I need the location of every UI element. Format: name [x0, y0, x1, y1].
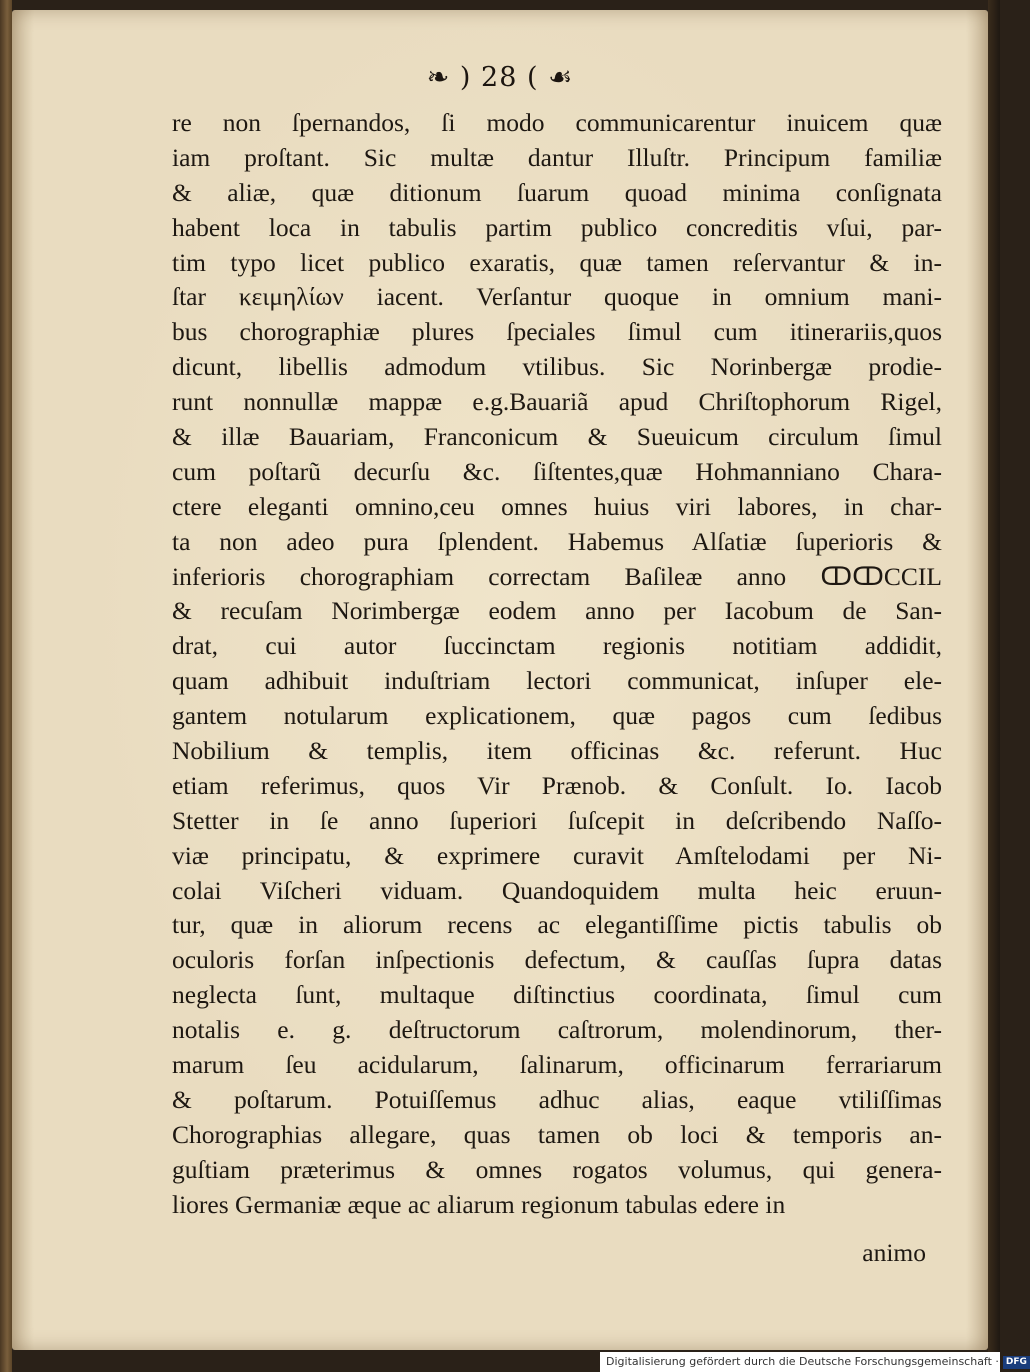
text-line: habent loca in tabulis partim publico concreditis vſui, par- — [172, 212, 942, 242]
text-line: & illæ Bauariam, Franconicum & Sueuicum circulum ſimul — [172, 422, 942, 452]
book-edge-right — [988, 0, 1000, 1372]
text-line: iam proſtant. Sic multæ dantur Illuſtr. Principum familiæ — [172, 142, 942, 172]
page-header: ❧ ) 28 ( ☙ — [426, 62, 574, 93]
text-line: dicunt, libellis admodum vtilibus. Sic Norinbergæ prodie- — [172, 352, 942, 382]
book-page — [12, 10, 988, 1350]
text-line: quam adhibuit induſtriam lectori communicat, inſuper ele- — [172, 666, 942, 696]
text-line: drat, cui autor ſuccinctam regionis notitiam addidit, — [172, 631, 942, 661]
dfg-logo-icon: DFG — [1003, 1356, 1030, 1369]
text-line: ta non adeo pura ſplendent. Habemus Alſatiæ ſuperioris & — [172, 526, 942, 556]
text-line: viæ principatu, & exprimere curavit Amſtelodami per Ni- — [172, 840, 942, 870]
catchword: animo — [862, 1238, 926, 1267]
digitization-footer — [600, 1352, 1027, 1372]
text-line: ctere eleganti omnino,ceu omnes huius viri labores, in char- — [172, 491, 942, 521]
body-text — [172, 106, 942, 1223]
text-line: & recuſam Norimbergæ eodem anno per Iacobum de San- — [172, 596, 942, 626]
text-line: & aliæ, quæ ditionum ſuarum quoad minima conſignata — [172, 177, 942, 207]
text-line: neglecta ſunt, multaque diſtinctius coordinata, ſimul cum — [172, 980, 942, 1010]
text-line: tur, quæ in aliorum recens ac elegantiſſime pictis tabulis ob — [172, 910, 942, 940]
text-line: notalis e. g. deſtructorum caſtrorum, molendinorum, ther- — [172, 1015, 942, 1045]
text-line: bus chorographiæ plures ſpeciales ſimul cum itinerariis,quos — [172, 317, 942, 347]
text-line: re non ſpernandos, ſi modo communicarentur inuicem quæ — [172, 108, 942, 137]
text-line: liores Germaniæ æque ac aliarum regionum tabulas edere in — [172, 1189, 786, 1219]
text-line: colai Viſcheri viduam. Quandoquidem multa heic eruun- — [172, 875, 942, 905]
text-line: & poſtarum. Potuiſſemus adhuc alias, eaque vtiliſſimas — [172, 1084, 942, 1114]
text-line: tim typo licet publico exaratis, quæ tamen reſervantur & in- — [172, 247, 942, 277]
book-edge-left — [0, 0, 12, 1372]
text-line: Nobilium & templis, item officinas &c. referunt. Huc — [172, 736, 942, 766]
text-line: etiam referimus, quos Vir Prænob. & Conſult. Io. Iacob — [172, 770, 942, 800]
text-line: guſtiam præterimus & omnes rogatos volumus, qui genera- — [172, 1154, 942, 1184]
text-line: gantem notularum explicationem, quæ pagos cum ſedibus — [172, 701, 942, 731]
text-line: runt nonnullæ mappæ e.g.Bauariã apud Chriſtophorum Rigel, — [172, 387, 942, 417]
text-line: Stetter in ſe anno ſuperiori ſuſcepit in deſcribendo Naſſo- — [172, 805, 942, 835]
text-line: ſtar κειμηλίων iacent. Verſantur quoque in omnium mani- — [172, 282, 942, 312]
text-line: inferioris chorographiam correctam Baſileæ anno ↀↀCCIL — [172, 561, 942, 591]
text-line: marum ſeu acidularum, ſalinarum, officinarum ferrariarum — [172, 1050, 942, 1080]
text-line: cum poſtarũ decurſu &c. ſiſtentes,quæ Hohmanniano Chara- — [172, 456, 942, 486]
footer-credit: Digitalisierung gefördert durch die Deutsche Forschungsgemeinschaft · — [606, 1355, 999, 1368]
text-line: Chorographias allegare, quas tamen ob loci & temporis an- — [172, 1119, 942, 1149]
text-line: oculoris forſan inſpectionis defectum, & cauſſas ſupra datas — [172, 945, 942, 975]
